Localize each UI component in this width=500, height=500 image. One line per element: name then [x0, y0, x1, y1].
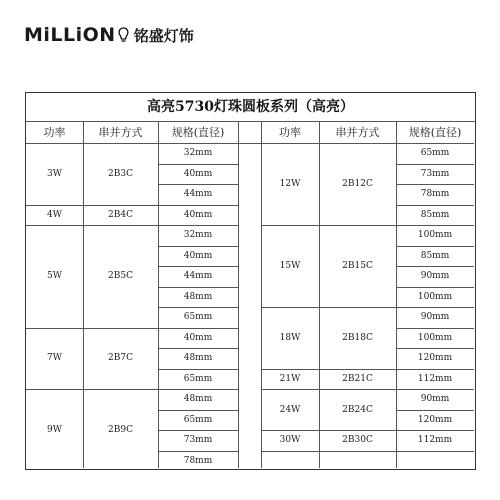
- wiring-mode-cell: 2B12C: [342, 179, 373, 189]
- power-cell: 4W: [47, 209, 62, 220]
- size-cell: 78mm: [183, 455, 213, 466]
- grid-line: [396, 328, 474, 329]
- size-cell: 32mm: [183, 148, 213, 159]
- size-cell: 100mm: [417, 291, 453, 302]
- size-cell: 90mm: [420, 271, 450, 282]
- power-cell: 9W: [47, 425, 62, 435]
- power-cell: 15W: [279, 261, 301, 271]
- header-size-right: 规格(直径): [408, 126, 462, 139]
- size-cell: 32mm: [183, 230, 213, 241]
- power-cell: 5W: [47, 271, 62, 282]
- grid-line: [396, 287, 474, 288]
- size-cell: 120mm: [417, 414, 453, 425]
- grid-line: [396, 266, 474, 267]
- size-cell: 73mm: [420, 168, 450, 179]
- wiring-mode-cell: 2B21C: [342, 373, 373, 384]
- size-cell: 40mm: [183, 250, 213, 261]
- grid-line: [83, 121, 84, 468]
- grid-line: [319, 121, 320, 468]
- size-cell: 48mm: [183, 394, 213, 405]
- wiring-mode-cell: 2B15C: [342, 261, 373, 271]
- grid-line: [158, 430, 238, 431]
- wiring-mode-cell: 2B4C: [108, 209, 133, 220]
- power-cell: 24W: [279, 404, 301, 415]
- power-cell: 30W: [279, 435, 301, 446]
- table-title: 高亮5730灯珠圆板系列（高亮）: [26, 93, 475, 122]
- size-cell: 65mm: [420, 148, 450, 159]
- grid-line: [158, 369, 238, 370]
- power-cell: 12W: [279, 179, 301, 189]
- grid-line: [261, 451, 474, 452]
- size-cell: 78mm: [420, 189, 450, 200]
- bulb-icon: [117, 27, 130, 44]
- power-cell: 7W: [47, 353, 62, 364]
- grid-line: [396, 348, 474, 349]
- grid-line: [158, 164, 238, 165]
- grid-line: [396, 164, 474, 165]
- power-cell: 3W: [47, 168, 62, 179]
- header-power-left: 功率: [43, 126, 66, 139]
- grid-line: [261, 121, 262, 468]
- grid-line: [396, 121, 397, 468]
- size-cell: 65mm: [183, 312, 213, 323]
- grid-line: [158, 307, 238, 308]
- wiring-mode-cell: 2B3C: [108, 168, 133, 179]
- grid-line: [158, 246, 238, 247]
- size-cell: 100mm: [417, 230, 453, 241]
- logo-word: MiLLiON: [24, 24, 116, 46]
- header-wiring-mode-left: 串并方式: [98, 126, 143, 139]
- power-cell: 18W: [279, 332, 301, 343]
- grid-line: [396, 205, 474, 206]
- size-cell: 40mm: [183, 332, 213, 343]
- size-cell: 40mm: [183, 209, 213, 220]
- grid-line: [158, 266, 238, 267]
- size-cell: 40mm: [183, 168, 213, 179]
- grid-line: [158, 451, 238, 452]
- size-cell: 85mm: [420, 250, 450, 261]
- grid-line: [158, 410, 238, 411]
- size-cell: 44mm: [183, 189, 213, 200]
- header-wiring-mode-right: 串并方式: [335, 126, 380, 139]
- grid-line: [158, 121, 159, 468]
- size-cell: 120mm: [417, 353, 453, 364]
- grid-line: [396, 246, 474, 247]
- size-cell: 90mm: [420, 312, 450, 323]
- grid-line: [238, 121, 239, 468]
- wiring-mode-cell: 2B18C: [342, 332, 373, 343]
- grid-line: [396, 410, 474, 411]
- logo-chinese-name: 铭盛灯饰: [133, 26, 194, 45]
- size-cell: 65mm: [183, 414, 213, 425]
- wiring-mode-cell: 2B9C: [108, 425, 133, 435]
- size-cell: 100mm: [417, 332, 453, 343]
- size-cell: 112mm: [417, 373, 453, 384]
- power-cell: 21W: [279, 373, 301, 384]
- grid-line: [396, 184, 474, 185]
- grid-line: [158, 348, 238, 349]
- wiring-mode-cell: 2B30C: [342, 435, 373, 446]
- size-cell: 73mm: [183, 435, 213, 446]
- size-cell: 112mm: [417, 435, 453, 446]
- spec-table: [25, 92, 476, 470]
- size-cell: 90mm: [420, 394, 450, 405]
- brand-logo: [24, 20, 194, 50]
- wiring-mode-cell: 2B24C: [342, 404, 373, 415]
- header-size-left: 规格(直径): [171, 126, 225, 139]
- size-cell: 48mm: [183, 291, 213, 302]
- grid-line: [158, 184, 238, 185]
- wiring-mode-cell: 2B7C: [108, 353, 133, 364]
- wiring-mode-cell: 2B5C: [108, 271, 133, 282]
- grid-line: [158, 287, 238, 288]
- size-cell: 44mm: [183, 271, 213, 282]
- size-cell: 48mm: [183, 353, 213, 364]
- header-power-right: 功率: [279, 126, 301, 139]
- size-cell: 85mm: [420, 209, 450, 220]
- size-cell: 65mm: [183, 373, 213, 384]
